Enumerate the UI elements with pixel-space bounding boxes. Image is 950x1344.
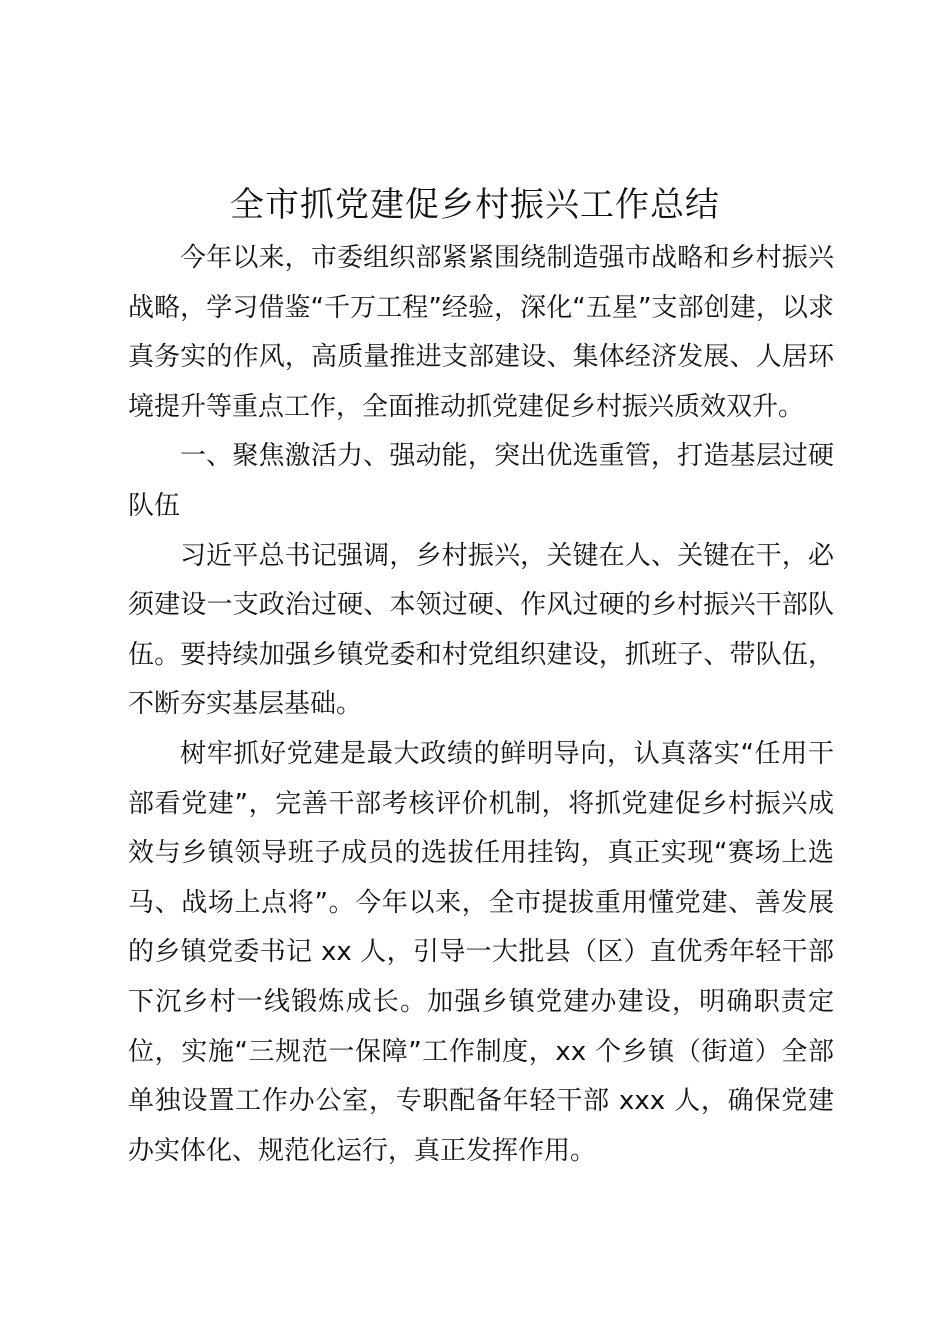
intro-paragraph: 今年以来，市委组织部紧紧围绕制造强市战略和乡村振兴战略，学习借鉴“千万工程”经验，深化“五星”支部创建，以求真务实的作风，高质量推进支部建设、集体经济发展、人居环境提升等重点工作，全面推动抓党建促乡村振兴质效双升。 xyxy=(128,243,834,422)
body-paragraph: 习近平总书记强调，乡村振兴，关键在人、关键在干，必须建设一支政治过硬、本领过硬、作风过硬的乡村振兴干部队伍。要持续加强乡镇党委和村党组织建设，抓班子、带队伍，不断夯实基层基础。 xyxy=(128,540,834,720)
document-body xyxy=(128,234,834,1176)
document-title: 全市抓党建促乡村振兴工作总结 xyxy=(230,185,720,225)
section-heading: 一、聚焦激活力、强动能，突出优选重管，打造基层过硬队伍 xyxy=(128,441,834,521)
body-paragraph: 树牢抓好党建是最大政绩的鲜明导向，认真落实“任用干部看党建”，完善干部考核评价机制，将抓党建促乡村振兴成效与乡镇领导班子成员的选拔任用挂钩，真正实现“赛场上选马、战场上点将”。今年以来，全市提拔重用懂党建、善发展的乡镇党委书记 xx 人，引导一大批县（区）直优秀年轻干部下沉乡村一线锻炼成长。加强乡镇党建办建设，明确职责定位，实施“三规范一保障”工作制度，xx 个乡镇（街道）全部单独设置工作办公室，专职配备年轻干部 xxx 人，确保党建办实体化、规范化运行，真正发挥作用。 xyxy=(128,738,834,1166)
